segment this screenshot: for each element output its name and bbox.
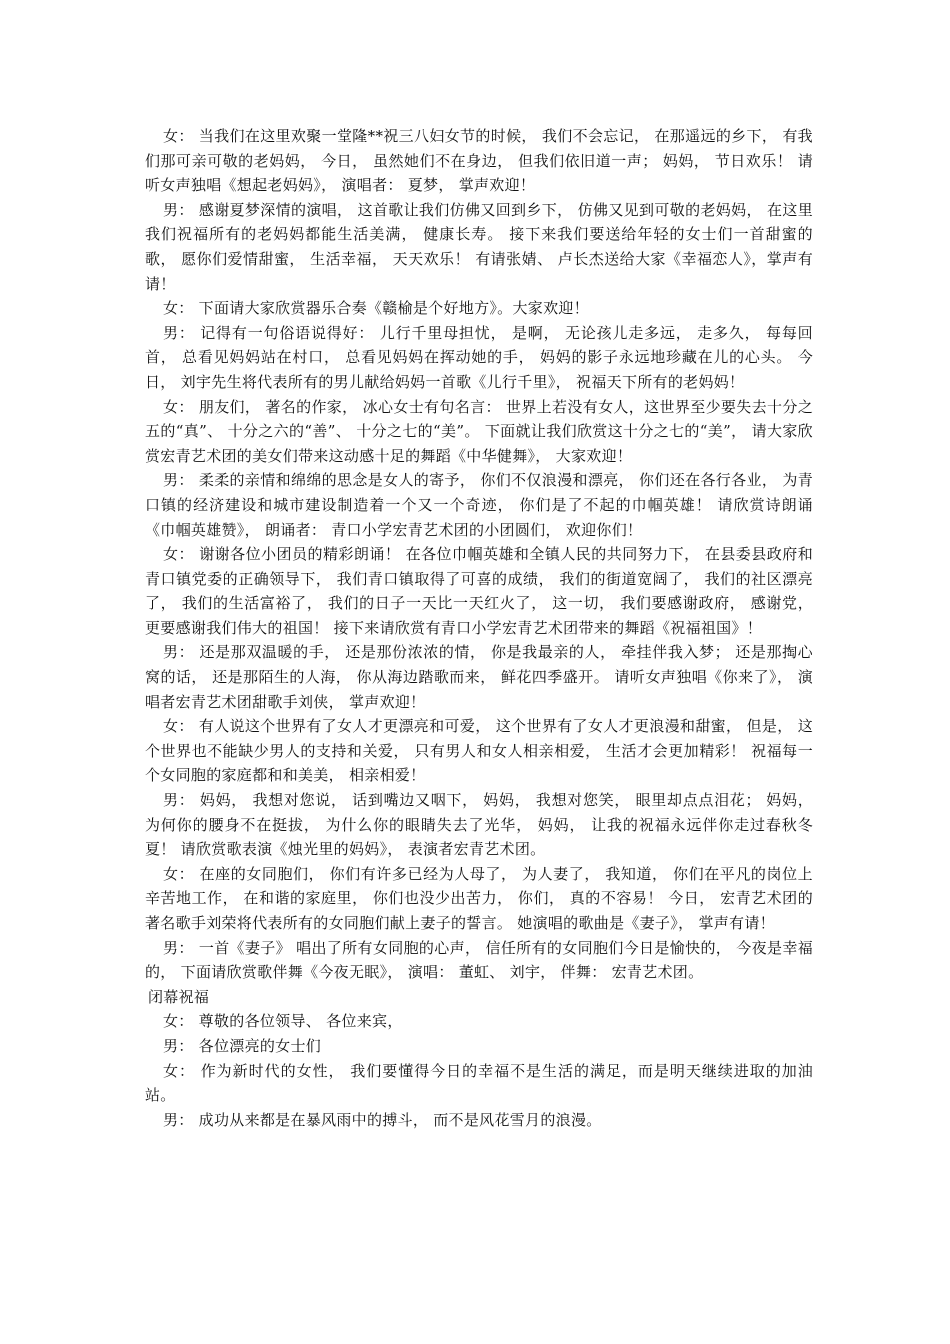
- dialogue-paragraph-12: 男： 一首《妻子》 唱出了所有女同胞的心声， 信任所有的女同胞们今日是愉快的， 今夜是幸福的， 下面请欣赏歌伴舞《今夜无眠》， 演唱： 董虹、 刘宇， 伴舞： 宏青艺术团。: [145, 938, 813, 982]
- dialogue-paragraph-2: 男： 感谢夏梦深情的演唱， 这首歌让我们仿佛又回到乡下， 仿佛又见到可敬的老妈妈， 在这里我们祝福所有的老妈妈都能生活美满， 健康长寿。 接下来我们要送给年轻的女士们一首甜蜜的歌， 愿你们爱情甜蜜， 生活幸福， 天天欢乐！ 有请张婧、 卢长杰送给大家《幸福恋人》，掌声有请！: [145, 200, 813, 293]
- dialogue-paragraph-7: 女： 谢谢各位小团员的精彩朗诵！ 在各位巾帼英雄和全镇人民的共同努力下， 在县委县政府和青口镇党委的正确领导下， 我们青口镇取得了可喜的成绩， 我们的街道宽阔了， 我们的社区漂亮了， 我们的生活富裕了， 我们的日子一天比一天红火了， 这一切， 我们要感谢政府， 感谢党， 更要感谢我们伟大的祖国！ 接下来请欣赏有青口小学宏青艺术团带来的舞蹈《祝福祖国》！: [145, 545, 813, 637]
- dialogue-paragraph-4: 男： 记得有一句俗语说得好： 儿行千里母担忧， 是啊， 无论孩儿走多远， 走多久， 每每回首， 总看见妈妈站在村口， 总看见妈妈在挥动她的手， 妈妈的影子永远地珍藏在儿的心头。 今日， 刘宇先生将代表所有的男儿献给妈妈一首歌《儿行千里》， 祝福天下所有的老妈妈！: [145, 323, 813, 391]
- document-body: [145, 124, 813, 1132]
- dialogue-paragraph-11: 女： 在座的女同胞们， 你们有许多已经为人母了， 为人妻了， 我知道， 你们在平凡的岗位上辛苦地工作， 在和谐的家庭里， 你们也没少出苦力， 你们， 真的不容易！ 今日， 宏青艺术团的著名歌手刘荣将代表所有的女同胞们献上妻子的誓言。 她演唱的歌曲是《妻子》， 掌声有请！: [145, 864, 813, 932]
- dialogue-paragraph-10: 男： 妈妈， 我想对您说， 话到嘴边又咽下， 妈妈， 我想对您笑， 眼里却点点泪花； 妈妈， 为何你的腰身不在挺拔， 为什么你的眼睛失去了光华， 妈妈， 让我的祝福永远伴你走过春秋冬夏！ 请欣赏歌表演《烛光里的妈妈》， 表演者宏青艺术团。: [145, 791, 813, 859]
- dialogue-paragraph-8: 男： 还是那双温暖的手， 还是那份浓浓的情， 你是我最亲的人， 牵挂伴我入梦； 还是那掏心窝的话， 还是那陌生的人海， 你从海边踏歌而来， 鲜花四季盛开。 请听女声独唱《你来了》， 演唱者宏青艺术团甜歌手刘侠， 掌声欢迎！: [145, 643, 813, 711]
- dialogue-paragraph-16: 男： 成功从来都是在暴风雨中的搏斗， 而不是风花雪月的浪漫。: [163, 1110, 602, 1129]
- dialogue-paragraph-13: 女： 尊敬的各位领导、 各位来宾，: [163, 1012, 403, 1031]
- dialogue-paragraph-3: 女： 下面请大家欣赏器乐合奏《赣榆是个好地方》。大家欢迎！: [163, 299, 589, 318]
- dialogue-paragraph-15: 女： 作为新时代的女性， 我们要懂得今日的幸福不是生活的满足，而是明天继续进取的加油站。: [145, 1061, 813, 1105]
- dialogue-paragraph-1: 女： 当我们在这里欢聚一堂隆**祝三八妇女节的时候， 我们不会忘记， 在那遥远的乡下， 有我们那可亲可敬的老妈妈， 今日， 虽然她们不在身边， 但我们依旧道一声； 妈妈， 节日欢乐！ 请听女声独唱《想起老妈妈》， 演唱者： 夏梦， 掌声欢迎！: [145, 127, 813, 195]
- dialogue-paragraph-5: 女： 朋友们， 著名的作家， 冰心女士有句名言： 世界上若没有女人，这世界至少要失去十分之五的“真”、 十分之六的“善”、 十分之七的“美”。 下面就让我们欣赏这十分之七的“美”， 请大家欣赏宏青艺术团的美女们带来这动感十足的舞蹈《中华健舞》， 大家欢迎！: [145, 397, 813, 465]
- section-heading-closing: 闭幕祝福: [148, 987, 210, 1006]
- dialogue-paragraph-9: 女： 有人说这个世界有了女人才更漂亮和可爱， 这个世界有了女人才更浪漫和甜蜜， 但是， 这个世界也不能缺少男人的支持和关爱， 只有男人和女人相亲相爱， 生活才会更加精彩！ 祝福每一个女同胞的家庭都和和美美， 相亲相爱！: [145, 717, 813, 785]
- dialogue-paragraph-14: 男： 各位漂亮的女士们: [163, 1036, 322, 1055]
- dialogue-paragraph-6: 男： 柔柔的亲情和绵绵的思念是女人的寄予， 你们不仅浪漫和漂亮， 你们还在各行各业， 为青口镇的经济建设和城市建设制造着一个又一个奇迹， 你们是了不起的巾帼英雄！ 请欣赏诗朗诵《巾帼英雄赞》， 朗诵者： 青口小学宏青艺术团的小团圆们， 欢迎你们！: [145, 471, 813, 539]
